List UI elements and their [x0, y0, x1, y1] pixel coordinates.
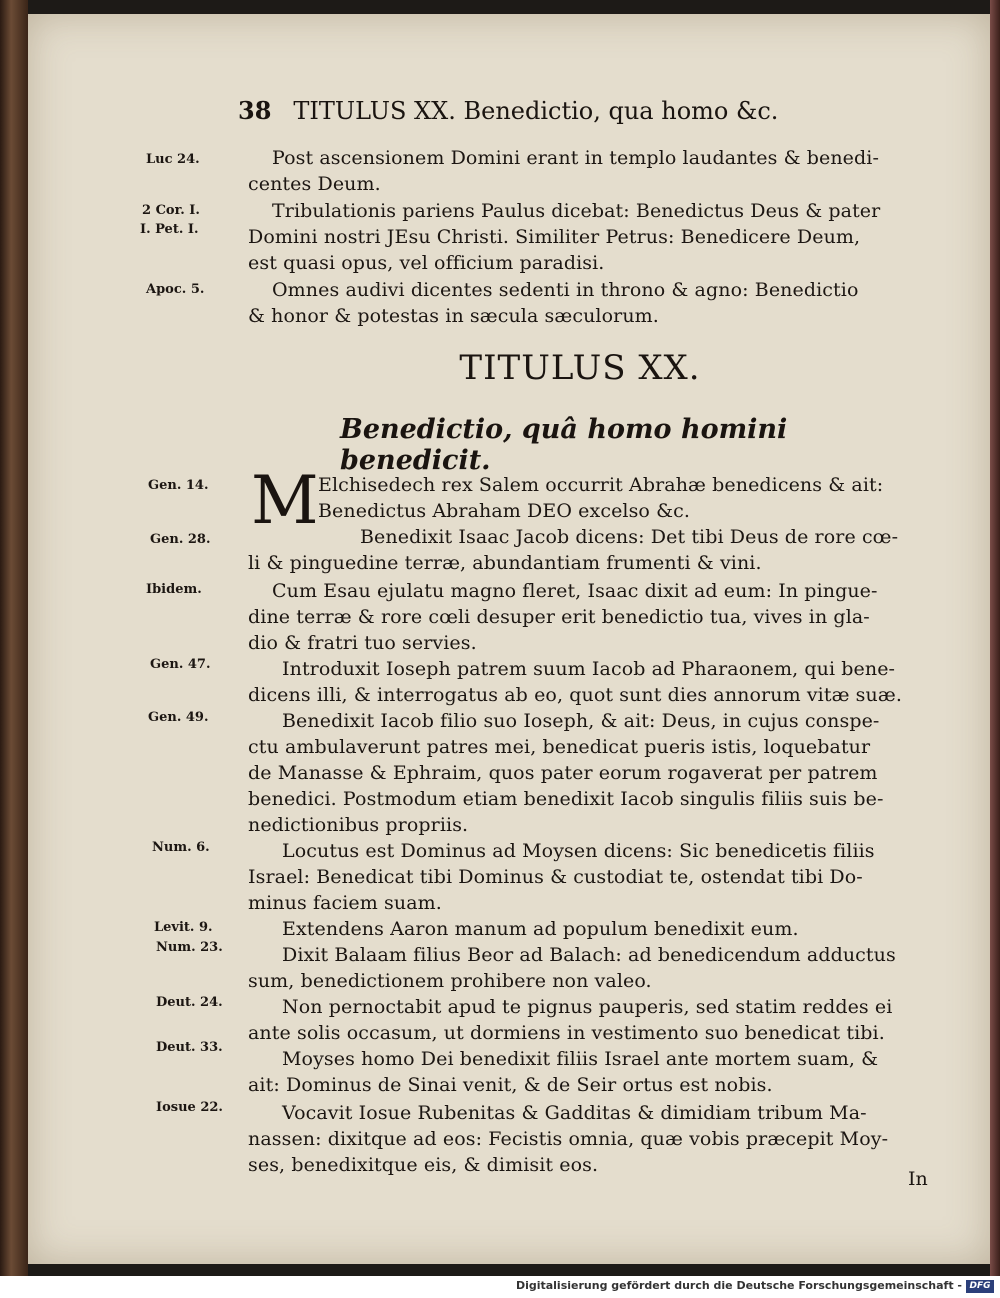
text-line: ses, benedixitque eis, & dimisit eos.: [248, 1154, 599, 1176]
text-line: nassen: dixitque ad eos: Fecistis omnia, quæ vobis præcepit Moy-: [248, 1128, 889, 1150]
margin-note: Deut. 24.: [156, 995, 223, 1010]
text-line: dio & fratri tuo servies.: [248, 632, 477, 654]
text-line: Dixit Balaam filius Beor ad Balach: ad benedicendum adductus: [282, 944, 896, 966]
margin-note: Iosue 22.: [156, 1100, 223, 1115]
text-line: dine terræ & rore cœli desuper erit benedictio tua, vives in gla-: [248, 606, 870, 628]
text-line: ante solis occasum, ut dormiens in vestimento suo benedicat tibi.: [248, 1022, 885, 1044]
text-line: centes Deum.: [248, 173, 381, 195]
book-spine: [0, 0, 28, 1298]
margin-note: Num. 23.: [156, 940, 223, 955]
text-line: ait: Dominus de Sinai venit, & de Seir ortus est nobis.: [248, 1074, 773, 1096]
margin-note: Apoc. 5.: [146, 282, 205, 297]
running-head-text: TITULUS XX. Benedictio, qua homo &c.: [293, 97, 779, 125]
margin-note: Luc 24.: [146, 152, 200, 167]
text-line: Cum Esau ejulatu magno fleret, Isaac dixit ad eum: In pingue-: [272, 580, 878, 602]
text-line: Vocavit Iosue Rubenitas & Gadditas & dimidiam tribum Ma-: [282, 1102, 867, 1124]
text-line: Post ascensionem Domini erant in templo laudantes & benedi-: [272, 147, 879, 169]
text-line: Benedixit Iacob filio suo Ioseph, & ait: Deus, in cujus conspe-: [282, 710, 880, 732]
footer-credit: Digitalisierung gefördert durch die Deutsche Forschungsgemeinschaft -: [515, 1279, 962, 1292]
text-line: Introduxit Ioseph patrem suum Iacob ad Pharaonem, qui bene-: [282, 658, 896, 680]
text-line: Tribulationis pariens Paulus dicebat: Benedictus Deus & pater: [272, 200, 881, 222]
text-line: benedici. Postmodum etiam benedixit Iacob singulis filiis suis be-: [248, 788, 884, 810]
margin-note: Num. 6.: [152, 840, 210, 855]
text-line: est quasi opus, vel officium paradisi.: [248, 252, 605, 274]
section-subtitle: Benedictio, quâ homo homini benedicit.: [340, 414, 788, 476]
text-line: Non pernoctabit apud te pignus pauperis, sed statim reddes ei: [282, 996, 893, 1018]
dfg-logo-icon: DFG: [966, 1280, 994, 1293]
digitization-footer: [0, 1276, 1000, 1298]
text-line: minus faciem suam.: [248, 892, 442, 914]
text-line: li & pinguedine terræ, abundantiam frumenti & vini.: [248, 552, 762, 574]
margin-note: Ibidem.: [146, 582, 202, 597]
text-line: Benedictus Abraham DEO excelso &c.: [318, 500, 691, 522]
text-line: de Manasse & Ephraim, quos pater eorum rogaverat per patrem: [248, 762, 878, 784]
text-line: Locutus est Dominus ad Moysen dicens: Sic benedicetis filiis: [282, 840, 875, 862]
margin-note: 2 Cor. I.: [142, 203, 200, 218]
running-head: [238, 96, 938, 125]
text-line: ctu ambulaverunt patres mei, benedicat pueris istis, loquebatur: [248, 736, 871, 758]
text-line: Israel: Benedicat tibi Dominus & custodiat te, ostendat tibi Do-: [248, 866, 863, 888]
text-line: Extendens Aaron manum ad populum benedixit eum.: [282, 918, 799, 940]
catchword: In: [908, 1168, 928, 1190]
margin-note: Levit. 9.: [154, 920, 213, 935]
text-line: dicens illi, & interrogatus ab eo, quot sunt dies annorum vitæ suæ.: [248, 684, 902, 706]
text-line: Benedixit Isaac Jacob dicens: Det tibi Deus de rore cœ-: [360, 526, 899, 548]
margin-note: Gen. 14.: [148, 478, 209, 493]
margin-note: Deut. 33.: [156, 1040, 223, 1055]
margin-note: Gen. 47.: [150, 657, 211, 672]
text-line: Elchisedech rex Salem occurrit Abrahæ benedicens & ait:: [318, 474, 884, 496]
margin-note: Gen. 28.: [150, 532, 211, 547]
text-line: nedictionibus propriis.: [248, 814, 469, 836]
drop-cap: M: [251, 462, 319, 539]
text-line: sum, benedictionem prohibere non valeo.: [248, 970, 652, 992]
text-line: & honor & potestas in sæcula sæculorum.: [248, 305, 659, 327]
text-line: Omnes audivi dicentes sedenti in throno & agno: Benedictio: [272, 279, 859, 301]
page-edge: [990, 0, 1000, 1298]
section-title: TITULUS XX.: [459, 348, 701, 388]
text-line: Moyses homo Dei benedixit filiis Israel ante mortem suam, &: [282, 1048, 879, 1070]
margin-note: Gen. 49.: [148, 710, 209, 725]
text-line: Domini nostri JEsu Christi. Similiter Petrus: Benedicere Deum,: [248, 226, 861, 248]
margin-note: I. Pet. I.: [140, 222, 199, 237]
page-number: 38: [238, 96, 272, 125]
